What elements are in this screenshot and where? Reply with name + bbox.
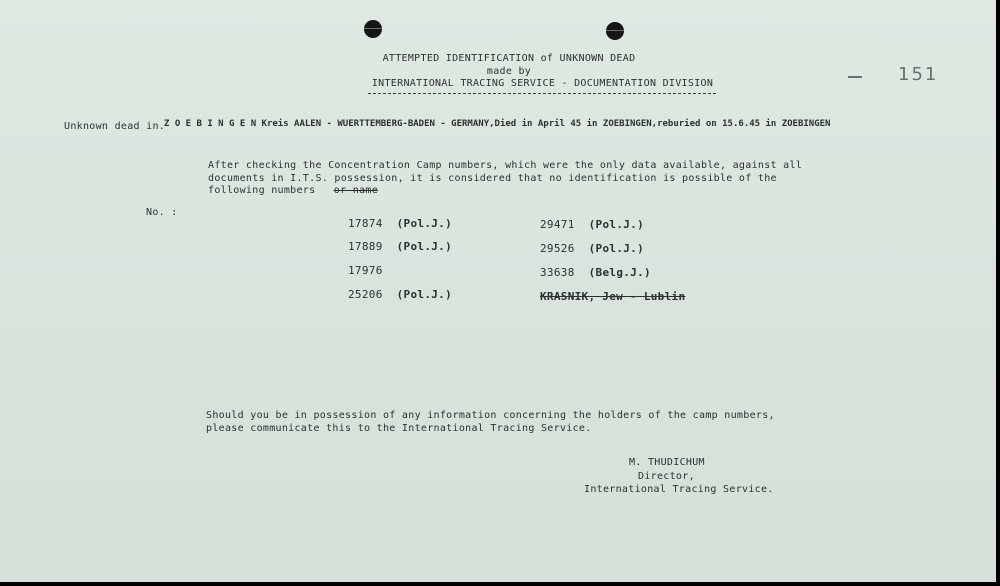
unknown-dead-label: Unknown dead in.	[64, 121, 166, 132]
signature-name: M. THUDICHUM	[629, 457, 705, 468]
struck-name-entry: KRASNIK, Jew - Lublin	[540, 290, 686, 303]
header-rule	[368, 93, 716, 94]
struck-or-name: or name	[333, 185, 379, 196]
list-item: 29526 (Pol.J.)	[540, 242, 645, 255]
signature-organization: International Tracing Service.	[584, 484, 774, 495]
page-number: 151	[898, 64, 939, 85]
list-item: 17874 (Pol.J.)	[348, 217, 453, 230]
list-item: 33638 (Belg.J.)	[540, 266, 651, 279]
header-made-by: made by	[486, 66, 532, 77]
body-line-1: After checking the Concentration Camp numbers, which were the only data available, against all	[208, 160, 803, 171]
list-item: 29471 (Pol.J.)	[540, 218, 645, 231]
list-item: 17976	[348, 264, 383, 277]
page-number-dash	[848, 76, 862, 78]
body-line-3: following numbers	[208, 185, 316, 196]
list-item: 17889 (Pol.J.)	[348, 240, 453, 253]
closing-line-2: please communicate this to the International Tracing Service.	[206, 423, 592, 434]
list-item: 25206 (Pol.J.)	[348, 288, 453, 301]
signature-title: Director,	[638, 471, 695, 482]
header-organization: INTERNATIONAL TRACING SERVICE - DOCUMENTATION DIVISION	[371, 78, 714, 89]
header-title: ATTEMPTED IDENTIFICATION of UNKNOWN DEAD	[382, 53, 636, 64]
punch-hole-right	[606, 22, 624, 40]
closing-line-1: Should you be in possession of any information concerning the holders of the camp numbers,	[206, 410, 775, 421]
body-line-2: documents in I.T.S. possession, it is considered that no identification is possible of the	[208, 173, 777, 184]
punch-hole-left	[364, 20, 382, 38]
unknown-dead-value: Z O E B I N G E N Kreis AALEN - WUERTTEMBERG-BADEN - GERMANY,Died in April 45 in ZOEBINGEN,reburied on 15.6.45 in ZOEBINGEN	[164, 119, 831, 129]
no-label: No. :	[146, 207, 178, 218]
